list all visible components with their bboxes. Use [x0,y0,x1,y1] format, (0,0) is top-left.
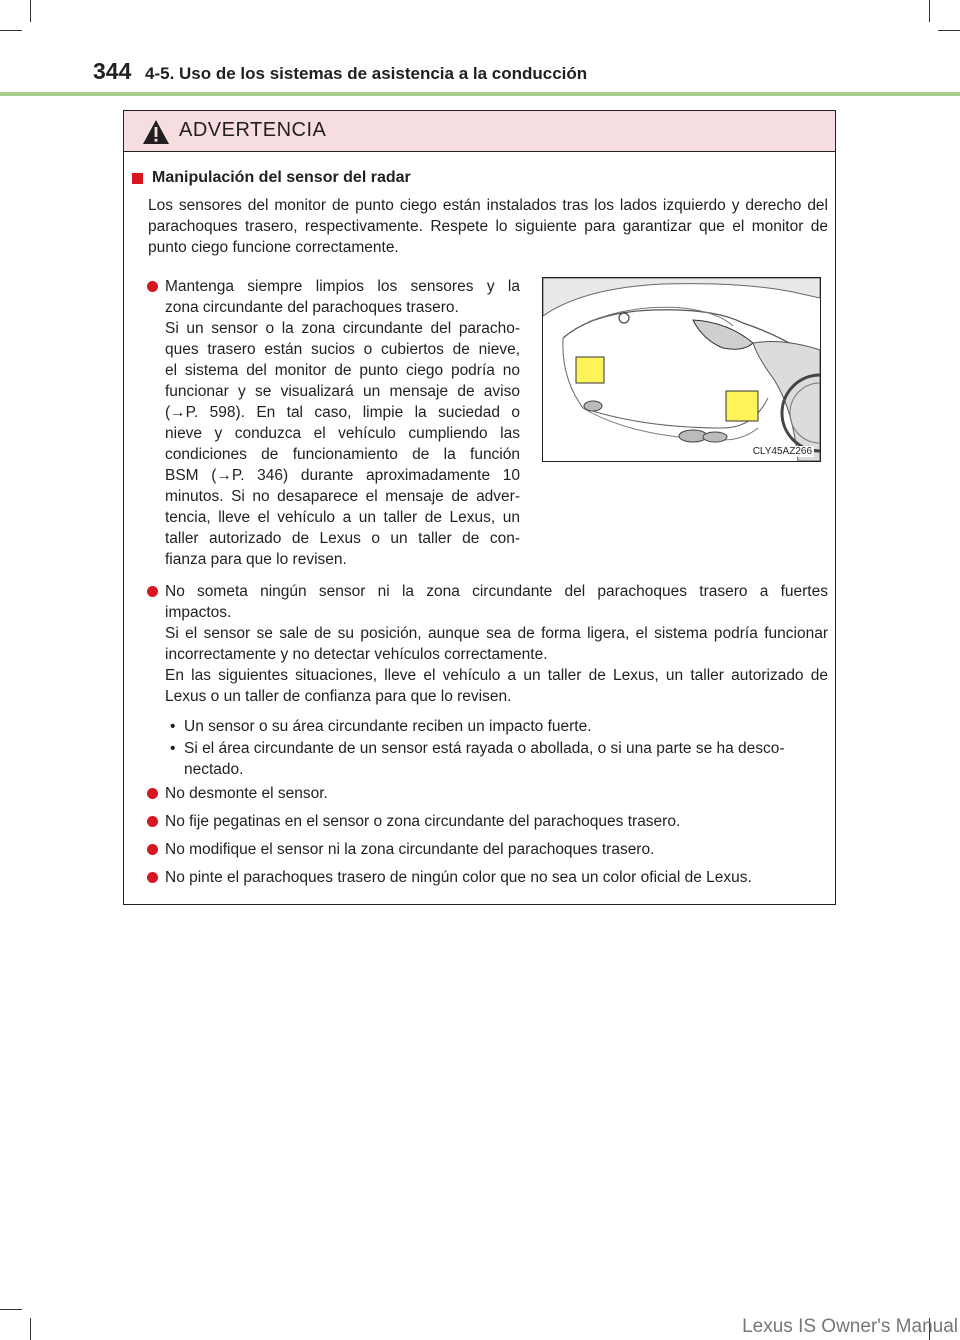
text-line: funcionar y se visualizará un mensaje de aviso [165,383,520,400]
bullet-keep-clean [165,276,520,570]
text-line: condiciones de funcionamiento de la función [165,446,520,463]
bullet-dot-icon [147,586,158,597]
text-line: zona circundante del parachoques trasero. [165,299,459,316]
text-line: el sistema del monitor de punto ciego podría no [165,362,520,379]
warning-header [124,111,835,152]
intro-paragraph: Los sensores del monitor de punto ciego están instalados tras los lados izquierdo y derecho del parachoques trasero, respectivamente. Respete lo siguiente para garantizar que el monitor de punto ciego funcione correctamente. [148,197,828,256]
bullet-dot-icon [147,788,158,799]
bullet-dot-icon [147,872,158,883]
subbullet-impact: • Un sensor o su área circundante reciben un impacto fuerte. [184,716,824,737]
text-line: impactos. [165,604,232,621]
text-line: taller autorizado de Lexus o un taller de con- [165,530,520,547]
sensor-location-figure [542,277,821,462]
bullet-no-impacts-text [165,581,828,707]
subbullet-impact-text [184,716,824,737]
bullet-no-stickers-text: No fije pegatinas en el sensor o zona circundante del parachoques trasero. [165,813,681,830]
text-line: Si un sensor o la zona circundante del paracho- [165,320,520,337]
bullet-no-disassemble-text: No desmonte el sensor. [165,785,328,802]
subheading-text: Manipulación del sensor del radar [152,169,411,186]
square-bullet-icon [132,173,143,184]
car-rear-illustration [543,278,820,461]
footer-site: Lexus IS Owner's Manual [742,1316,958,1337]
bullet-no-modify-text: No modifique el sensor ni la zona circundante del parachoques trasero. [165,841,655,858]
text-line: (→P. 598). En tal caso, limpie la suciedad o [165,404,520,421]
text-line: Si el área circundante de un sensor está rayada o abollada, o si una parte se ha desco- [184,740,785,757]
figure-label: CLY45AZ266 [752,446,812,457]
page-header [0,0,960,100]
text-line: Lexus o un taller de confianza para que lo revisen. [165,688,512,705]
text-line: Si el sensor se sale de su posición, aunque sea de forma ligera, el sistema podría funcionar [165,625,828,642]
right-sensor-marker [726,391,758,421]
warning-box [123,110,836,905]
subheading [132,169,411,187]
warning-title: ADVERTENCIA [179,119,327,141]
text-line: BSM (→P. 346) durante aproximadamente 10 [165,467,520,484]
text-line: fianza para que lo revisen. [165,551,347,568]
bullet-dot-icon [147,844,158,855]
bullet-dot-icon [147,816,158,827]
text-line: minutos. Si no desaparece el mensaje de adver- [165,488,520,505]
text-line: Mantenga siempre limpios los sensores y la [165,278,520,295]
bullet-no-paint-text: No pinte el parachoques trasero de ningún color que no sea un color oficial de Lexus. [165,869,752,886]
bullet-no-impacts [165,581,828,707]
crop-mark [0,1309,22,1310]
left-sensor-marker [576,357,604,383]
text-line: nieve y conduzca el vehículo cumpliendo las [165,425,520,442]
crop-mark [30,1318,31,1340]
subbullet-scratched-text [184,738,829,780]
bullet-no-paint [165,867,828,888]
bullet-dot-icon [147,281,158,292]
text-line: Un sensor o su área circundante reciben un impacto fuerte. [184,718,592,735]
bullet-no-stickers [165,811,828,832]
bullet-no-disassemble [165,783,828,804]
section-title: 4-5. Uso de los sistemas de asistencia a la conducción [145,64,588,83]
text-line: No someta ningún sensor ni la zona circundante del parachoques trasero a fuertes [165,583,828,600]
text-line: tencia, lleve el vehículo a un taller de Lexus, un [165,509,520,526]
text-line: nectado. [184,761,244,778]
page-number: 344 [93,58,132,84]
header-rule [0,92,960,96]
text-line: incorrectamente y no detectar vehículos correctamente. [165,646,548,663]
bullet-no-modify [165,839,828,860]
bullet-keep-clean-text [165,276,520,570]
warning-triangle-icon [142,119,170,145]
text-line: ques trasero están sucios o cubiertos de nieve, [165,341,520,358]
text-line: En las siguientes situaciones, lleve el vehículo a un taller de Lexus, un taller autorizado de [165,667,828,684]
subbullet-scratched: • Si el área circundante de un sensor está rayada o abollada, o si una parte se ha desco- nectado. [184,738,829,780]
